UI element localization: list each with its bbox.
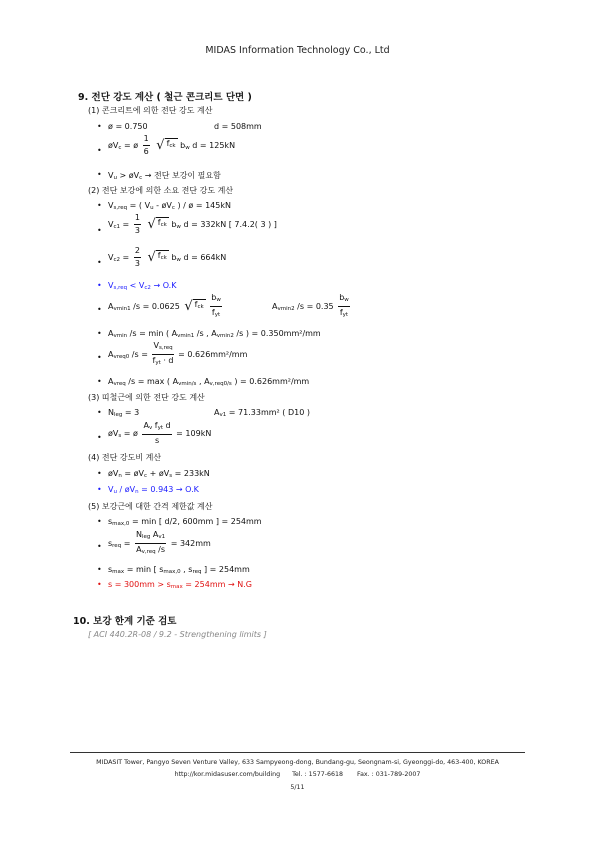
bullet: • [97, 517, 102, 526]
phi-value: ø = 0.750 [108, 122, 148, 131]
bullet: • [97, 565, 102, 574]
footer-contact [0, 771, 595, 778]
depth-value: d = 508mm [214, 122, 262, 131]
avmin-line: $A_{vmin}$ /s = min ( $A_{vmin1}$ /s , $A_{vmin2}$ /s ) = 0.350mm²/mm [108, 329, 321, 339]
vs-vc2-check-ok: $V_{s,req} < V_{c2} \to O.K$ [108, 281, 177, 291]
bullet: • [97, 201, 102, 210]
section-10-reference: [ ACI 440.2R-08 / 9.2 - Strengthening limits ] [88, 630, 267, 639]
bullet: • [97, 170, 102, 179]
vc2-equation: $V_{c2}$ = $\frac{2}{3}$ √ $f_{ck}$ $b_w$ d = 664kN [108, 246, 227, 268]
subsection-2-title: (2) 전단 보강에 의한 소요 전단 강도 계산 [88, 186, 234, 195]
bullet: • [97, 281, 102, 290]
bullet: • [97, 408, 102, 417]
page-number: 5/11 [290, 784, 305, 791]
subsection-5-title: (5) 보강근에 대한 간격 제한값 계산 [88, 502, 213, 511]
shear-check-line: $V_u$ > $øV_c$ → 전단 보강이 필요함 [108, 171, 221, 181]
subsection-3-title: (3) 띠철근에 의한 전단 강도 계산 [88, 393, 205, 402]
spacing-check-ng: $s = 300mm > s_{max} = 254mm \to N.G$ [108, 580, 252, 590]
phi-vs-equation: $øV_s$ = ø $\frac{A_v f_{yt} d}{s}$ = 109kN [108, 421, 212, 445]
bullet: • [97, 353, 102, 362]
bullet: • [97, 580, 102, 589]
bullet: • [97, 433, 102, 442]
strength-ratio-ok: $V_u$ / $øV_n = 0.943 \to O.K$ [108, 485, 199, 495]
footer-fax: Fax. : 031-789-2007 [357, 771, 421, 778]
footer-divider [70, 752, 525, 753]
section-9-title: 9. 전단 강도 계산 ( 철근 콘크리트 단면 ) [78, 92, 252, 103]
vc1-equation: $V_{c1}$ = $\frac{1}{3}$ √ $f_{ck}$ $b_w$ d = 332kN [ 7.4.2( 3 ) ] [108, 213, 277, 235]
smax0-line: $s_{max,0} = \min$ [ d/2, 600mm ] = 254mm [108, 517, 262, 527]
sreq-equation: $s_{req}$ = $\frac{N_{leg} A_{v1}}{A_{v,req} /s}$ = 342mm [108, 530, 211, 555]
bullet: • [97, 122, 102, 131]
bullet: • [97, 258, 102, 267]
bullet: • [97, 485, 102, 494]
avreq0-equation: $A_{vreq0}$ /s = $\frac{V_{s,req}}{f_{yt} \cdot d}$ = 0.626mm²/mm [108, 341, 248, 366]
subsection-1-title: (1) 콘크리트에 의한 전단 강도 계산 [88, 106, 213, 115]
bullet: • [97, 146, 102, 155]
page-header-company: MIDAS Information Technology Co., Ltd [205, 45, 390, 56]
bullet: • [97, 226, 102, 235]
av1-value: $A_{v1} = 71.33mm^2$ ( D10 ) [214, 408, 310, 418]
bullet: • [97, 469, 102, 478]
subsection-4-title: (4) 전단 강도비 계산 [88, 453, 162, 462]
nleg-value: $N_{leg} = 3$ [108, 408, 140, 418]
phi-vc-equation: $øV_c$ = ø $\frac{1}{6}$ √ $f_{ck}$ $b_w$ d = 125kN [108, 134, 236, 156]
avmin1-equation: $A_{vmin1}$ /s = 0.0625 √ $f_{ck}$ $\frac{b_w}{f_{yt}}$ [108, 293, 221, 318]
bullet: • [97, 542, 102, 551]
bullet: • [97, 305, 102, 314]
avreq-line: $A_{vreq}$ /s = max ( $A_{vmin/s}$ , $A_{v,req0/s}$ ) = 0.626mm²/mm [108, 377, 310, 387]
smax-line: $s_{max} = \min$ [ $s_{max,0}$ , $s_{req}$ ] = 254mm [108, 565, 250, 575]
vs-req-line: $V_{s,req}$ = ( $V_u$ - $øV_c$ ) / ø = 145kN [108, 201, 231, 211]
footer-tel: Tel. : 1577-6618 [292, 771, 344, 778]
fraction-1-6: $\frac{1}{6}$ [143, 134, 149, 156]
footer-address: MIDASIT Tower, Pangyo Seven Venture Valley, 633 Sampyeong-dong, Bundang-gu, Seongnam-si, Gyeonggi-do, 463-400, KOREA [96, 759, 499, 766]
bullet: • [97, 329, 102, 338]
bullet: • [97, 377, 102, 386]
avmin2-equation: $A_{vmin2}$ /s = 0.35 $\frac{b_w}{f_{yt}}$ [272, 293, 349, 318]
footer-url[interactable]: http://kor.midasuser.com/building [174, 771, 281, 778]
section-10-title: 10. 보강 한계 기준 검토 [73, 616, 177, 627]
phi-vn-line: $øV_n$ = $øV_c$ + $øV_s = 233kN$ [108, 469, 210, 479]
